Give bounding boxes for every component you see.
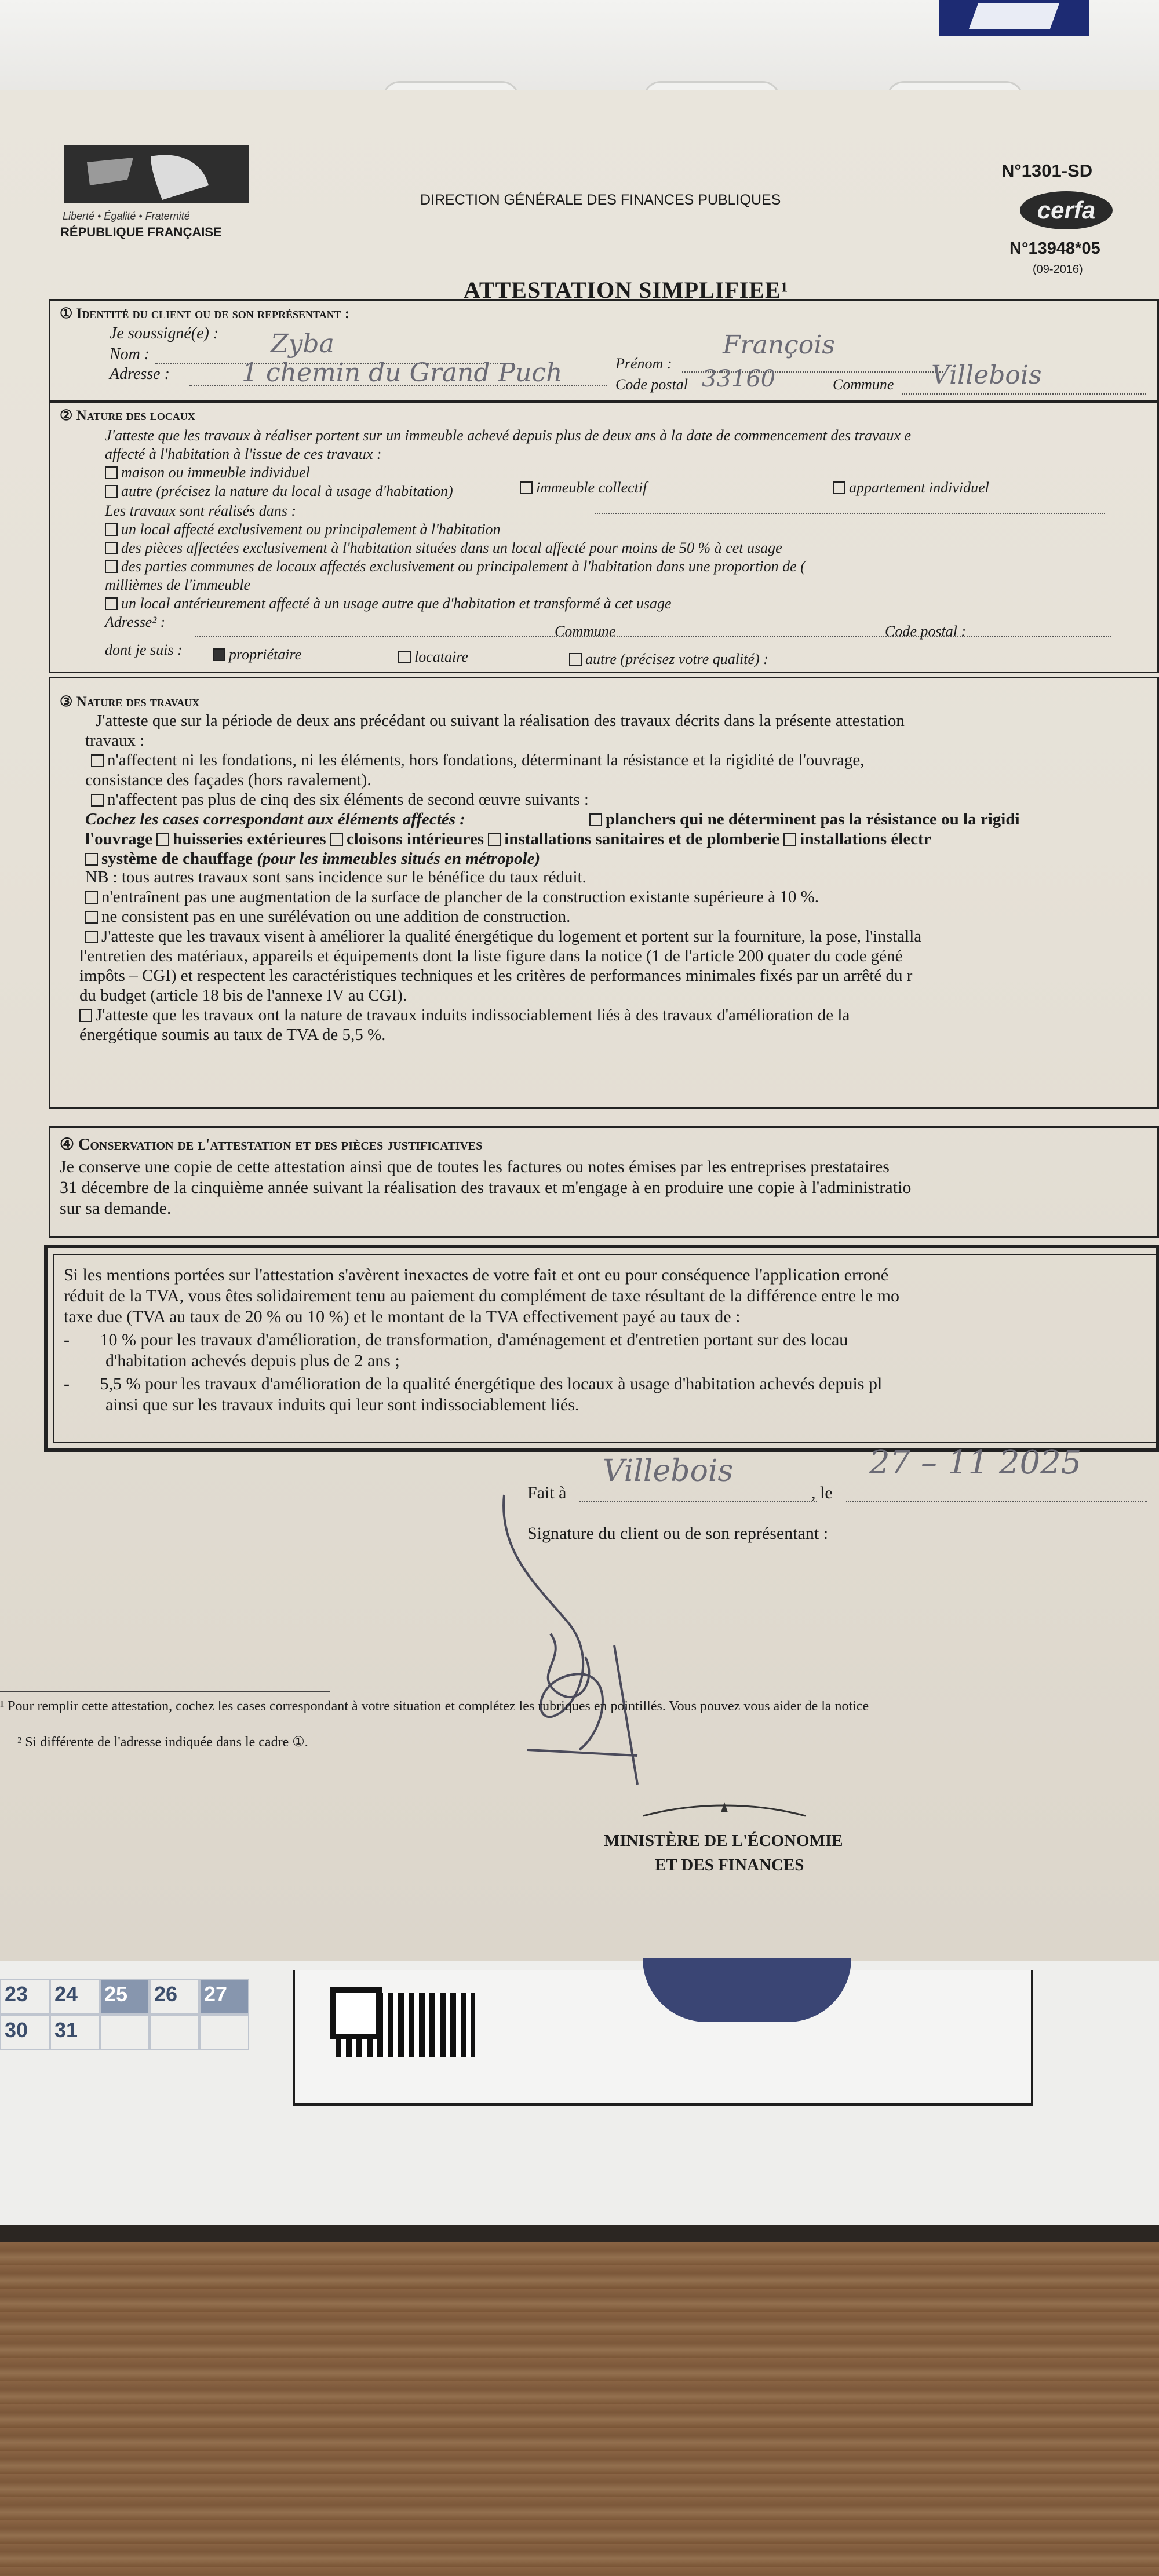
form-number: N°1301-SD [1001, 160, 1093, 181]
s3-l16[interactable]: J'atteste que les travaux ont la nature de travaux induits indissociablement liés à des travaux d'amélioration de la [79, 1005, 850, 1025]
table-edge [0, 2225, 1159, 2242]
calendar-day: 23 [0, 1979, 50, 2015]
direction-label: DIRECTION GÉNÉRALE DES FINANCES PUBLIQUES [420, 192, 781, 208]
section-conservation [49, 1126, 1159, 1238]
commune-value[interactable]: Villebois [931, 360, 1042, 390]
section-heading: ④ Conservation de l'attestation et des pièces justificatives [60, 1136, 483, 1154]
section-heading: ③ Nature des travaux [60, 694, 200, 710]
s3-l6b[interactable]: planchers qui ne déterminent pas la résistance ou la rigidi [589, 809, 1020, 829]
adresse-value[interactable]: 1 chemin du Grand Puch [242, 358, 563, 388]
s3-l11[interactable]: ne consistent pas en une surélévation ou une addition de construction. [85, 907, 570, 926]
calendar-day [150, 2015, 199, 2050]
republic-motto: Liberté • Égalité • Fraternité [63, 210, 190, 222]
wooden-table [0, 2242, 1159, 2576]
section-identity [49, 299, 1159, 402]
warning-l5: d'habitation achevés depuis plus de 2 ans ; [105, 1351, 400, 1370]
r2[interactable]: des pièces affectées exclusivement à l'habitation situées dans un local affecté pour moins de 50 % à cet usage [105, 538, 782, 558]
checkbox[interactable] [569, 653, 582, 666]
checkbox[interactable] [783, 833, 796, 846]
form-title: ATTESTATION SIMPLIFIEE¹ [464, 277, 789, 303]
checkbox[interactable] [156, 833, 169, 846]
r3[interactable]: des parties communes de locaux affectés exclusivement ou principalement à l'habitation dans une proportion de ( [105, 557, 806, 577]
section-travaux [49, 677, 1159, 1109]
s3-l9: NB : tous autres travaux sont sans incidence sur le bénéfice du taux réduit. [85, 868, 586, 886]
s3-l13: l'entretien des matériaux, appareils et équipements dont la liste figure dans la notice (1 de l'article 200 quater du code géné [79, 947, 903, 965]
prenom-value[interactable]: François [723, 330, 835, 360]
opt-autre-qualite[interactable]: autre (précisez votre qualité) : [569, 650, 768, 669]
s3-l8[interactable]: système de chauffage (pour les immeubles situés en métropole) [85, 849, 540, 869]
r1[interactable]: un local affecté exclusivement ou principalement à l'habitation [105, 520, 501, 539]
opt-locataire[interactable]: locataire [398, 647, 468, 667]
checkbox[interactable] [105, 560, 118, 573]
cerfa-logo: cerfa [1020, 191, 1113, 229]
s3-l17: énergétique soumis au taux de TVA de 5,5 %. [79, 1026, 386, 1044]
footnote-1: ¹ Pour remplir cette attestation, cochez les cases correspondant à votre situation et complétez les rubriques en pointillés. Vous pouvez vous aider de la notice [0, 1699, 869, 1714]
commune2-label: Commune [555, 623, 616, 640]
section-locaux [49, 401, 1159, 673]
cp-value[interactable]: 33160 [702, 366, 776, 392]
checkbox[interactable] [488, 833, 501, 846]
checkbox[interactable] [589, 813, 602, 826]
opt-autre[interactable]: autre (précisez la nature du local à usage d'habitation) [105, 481, 453, 501]
signature-scribble [464, 1483, 753, 1785]
soussigne-label: Je soussigné(e) : [110, 324, 219, 342]
section-heading: ① Identité du client ou de son représentant : [60, 306, 350, 322]
opt-proprietaire[interactable]: propriétaire [213, 645, 301, 665]
checkbox[interactable] [85, 891, 98, 904]
nom-value[interactable]: Zyba [271, 329, 334, 359]
fait-a-value[interactable]: Villebois [603, 1454, 734, 1488]
warning-l7: ainsi que sur les travaux induits qui leur sont indissociablement liés. [105, 1395, 580, 1414]
calendar-day [100, 2015, 150, 2050]
checkbox[interactable] [85, 853, 98, 866]
s4-l3: sur sa demande. [60, 1199, 172, 1218]
s3-l3[interactable]: n'affectent ni les fondations, ni les éléments, hors fondations, déterminant la résistance et la rigidité de l'ouvrage, [91, 750, 864, 770]
s3-l12[interactable]: J'atteste que les travaux visent à améliorer la qualité énergétique du logement et portent sur la fourniture, la pose, l'installa [85, 926, 921, 946]
checkbox[interactable] [105, 597, 118, 610]
fait-a-label: Fait à [527, 1483, 567, 1502]
s2-p1a: J'atteste que les travaux à réaliser portent sur un immeuble achevé depuis plus de deux ans à la date de commencement des travaux e [105, 427, 912, 444]
warning-box [44, 1245, 1159, 1452]
s3-l10[interactable]: n'entraînent pas une augmentation de la surface de plancher de la construction existante supérieure à 10 %. [85, 887, 819, 907]
warning-l6: - 5,5 % pour les travaux d'amélioration de la qualité énergétique des locaux à usage d'habitation achevés depuis pl [64, 1374, 883, 1393]
checkbox[interactable] [105, 466, 118, 479]
opt-appartement[interactable]: appartement individuel [833, 478, 989, 498]
date-value[interactable]: 27 – 11 2025 [869, 1444, 1082, 1482]
realises-label: Les travaux sont réalisés dans : [105, 502, 297, 519]
ministry-emblem [637, 1796, 811, 1819]
checkbox[interactable] [105, 485, 118, 498]
r3b: millièmes de l'immeuble [105, 577, 251, 593]
warning-l3: taxe due (TVA au taux de 20 % ou 10 %) et le montant de la TVA effectivement payé au taux de : [64, 1307, 741, 1326]
checkbox[interactable] [91, 754, 104, 767]
opt-collectif[interactable]: immeuble collectif [520, 478, 647, 498]
checkbox[interactable] [833, 481, 845, 494]
calendar-day: 27 [199, 1979, 249, 2015]
ministry-line1: MINISTÈRE DE L'ÉCONOMIE [604, 1831, 843, 1850]
checkbox[interactable] [85, 911, 98, 924]
commune-label: Commune [833, 376, 894, 393]
calendar-day [199, 2015, 249, 2050]
prenom-label: Prénom : [615, 355, 672, 372]
calendar [0, 1979, 255, 2129]
checkbox-checked[interactable] [213, 648, 225, 661]
checkbox[interactable] [520, 481, 533, 494]
warning-l1: Si les mentions portées sur l'attestation s'avèrent inexactes de votre fait et ont eu pour conséquence l'application erroné [64, 1265, 889, 1285]
s4-l1: Je conserve une copie de cette attestation ainsi que de toutes les factures ou notes émises par les entreprises prestataires [60, 1157, 890, 1176]
ministry-line2: ET DES FINANCES [655, 1856, 804, 1874]
blue-disc [643, 1958, 851, 2022]
checkbox[interactable] [330, 833, 343, 846]
qr-panel [293, 1970, 1033, 2106]
s2-p1b: affecté à l'habitation à l'issue de ces travaux : [105, 446, 382, 462]
s3-l7: l'ouvrage huisseries extérieures cloisons intérieures installations sanitaires et de plomberie installations électr [85, 830, 931, 848]
s3-l1: J'atteste que sur la période de deux ans précédant ou suivant la réalisation des travaux décrits dans la présente attestation [96, 711, 905, 730]
qr-finder [330, 1987, 382, 2039]
republic-name: RÉPUBLIQUE FRANÇAISE [60, 225, 222, 239]
checkbox[interactable] [85, 931, 98, 943]
s4-l2: 31 décembre de la cinquième année suivant la réalisation des travaux et m'engage à en produire une copie à l'administratio [60, 1178, 912, 1197]
r4[interactable]: un local antérieurement affecté à un usage autre que d'habitation et transformé à cet usage [105, 594, 672, 614]
cerfa-date: (09-2016) [1033, 263, 1083, 276]
checkbox[interactable] [105, 523, 118, 536]
dont-label: dont je suis : [105, 641, 183, 658]
adresse-label: Adresse : [110, 365, 170, 383]
checkbox[interactable] [398, 651, 411, 663]
checkbox[interactable] [105, 542, 118, 554]
adresse2-label: Adresse² : [105, 614, 166, 630]
s3-l14: impôts – CGI) et respectent les caractéristiques techniques et les critères de performances minimales fixés par un arrêté du r [79, 966, 913, 985]
calendar-day: 24 [50, 1979, 100, 2015]
le-label: , le [811, 1483, 833, 1502]
nom-label: Nom : [110, 345, 150, 363]
s3-l4: consistance des façades (hors ravalement). [85, 771, 371, 789]
footnote-rule [0, 1691, 330, 1692]
warning-l4: - 10 % pour les travaux d'amélioration, de transformation, d'aménagement et d'entretien portant sur des locau [64, 1330, 848, 1349]
s3-l5[interactable]: n'affectent pas plus de cinq des six éléments de second œuvre suivants : [91, 790, 589, 809]
warning-l2: réduit de la TVA, vous êtes solidairement tenu au paiement du complément de taxe résultant de la différence entre le mo [64, 1286, 900, 1305]
cerfa-number: N°13948*05 [1009, 239, 1100, 258]
section-heading: ② Nature des locaux [60, 408, 195, 424]
calendar-day: 25 [100, 1979, 150, 2015]
opt-maison[interactable]: maison ou immeuble individuel [105, 463, 310, 483]
footnote-2: ² Si différente de l'adresse indiquée dans le cadre ①. [17, 1735, 308, 1750]
calendar-day: 31 [50, 2015, 100, 2050]
s3-l15: du budget (article 18 bis de l'annexe IV au CGI). [79, 986, 407, 1005]
axa-logo [939, 0, 1089, 36]
calendar-day: 26 [150, 1979, 199, 2015]
s3-l6a: Cochez les cases correspondant aux éléments affectés : [85, 810, 465, 829]
checkbox[interactable] [79, 1009, 92, 1022]
cp2-label: Code postal : [885, 623, 967, 640]
s3-l2: travaux : [85, 731, 145, 750]
calendar-day: 30 [0, 2015, 50, 2050]
checkbox[interactable] [91, 794, 104, 807]
marianne-logo [64, 145, 249, 203]
signature-label: Signature du client ou de son représentant : [527, 1524, 829, 1543]
cp-label: Code postal [615, 376, 688, 393]
